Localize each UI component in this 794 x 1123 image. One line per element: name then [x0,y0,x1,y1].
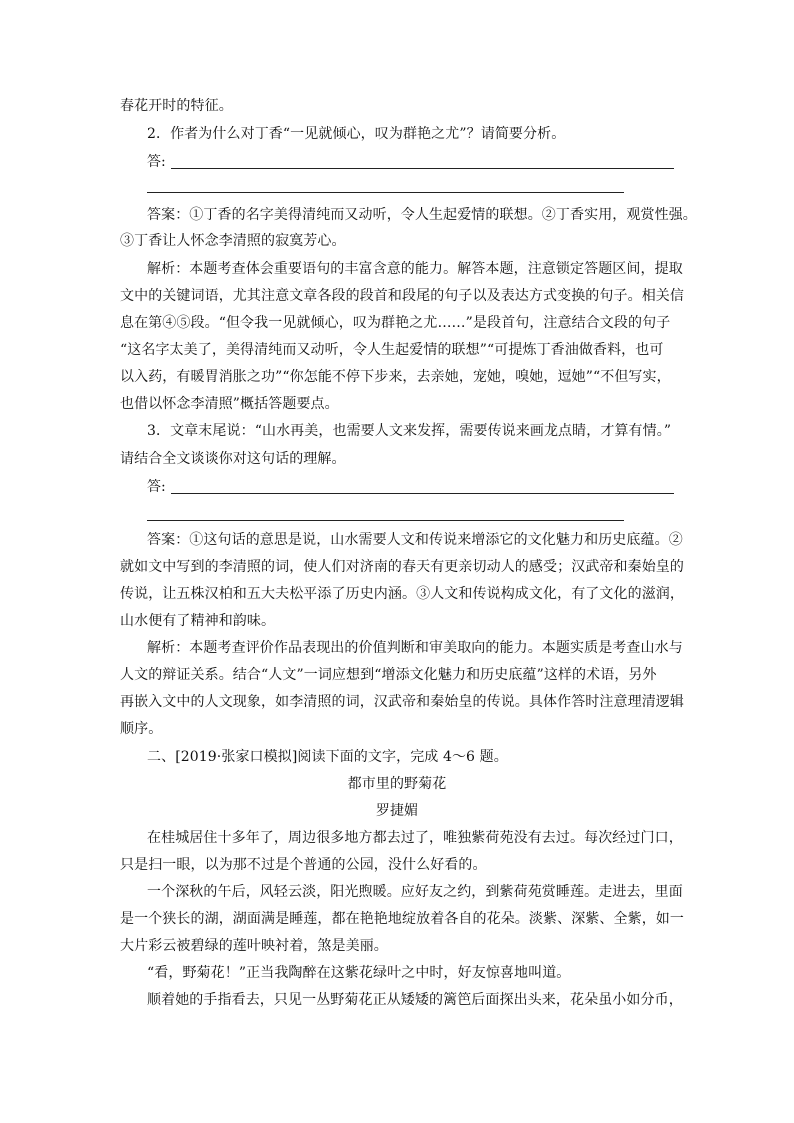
answer-text: 山水便有了精神和韵味。 [120,613,276,629]
question-3-cont: 请结合全文谈谈你对这句话的理解。 [120,451,346,467]
article-paragraph: 大片彩云被碧绿的莲叶映衬着，煞是美丽。 [120,938,388,954]
article-paragraph: 是一个狭长的湖，湖面满是睡莲，都在艳艳地绽放着各自的花朵。淡紫、深紫、全紫，如一 [120,911,684,927]
answer-text: 就如文中写到的李清照的词，使人们对济南的春天有更亲切动人的感受；汉武帝和秦始皇的 [120,559,684,575]
answer-blank-1[interactable] [147,152,674,172]
article-paragraph: 顺着她的手指看去，只见一丛野菊花正从矮矮的篱笆后面探出头来，花朵虽小如分币， [147,992,683,1008]
answer-text: 答案：①丁香的名字美得清纯而又动听，令人生起爱情的联想。②丁香实用，观赏性强。 [147,207,697,223]
article-paragraph: 在桂城居住十多年了，周边很多地方都去过了，唯独紫荷苑没有去过。每次经过门口， [147,830,683,846]
analysis-text: 以入药，有暖胃消胀之功”“你怎能不停下步来，去亲她，宠她，嗅她，逗她”“不但写实， [120,369,671,385]
answer-text: ③丁香让人怀念李清照的寂寞芳心。 [120,233,346,249]
text-line: 春花开时的特征。 [120,98,233,114]
answer-text: 传说，让五株汉柏和五大夫松平添了历史内涵。③人文和传说构成文化，有了文化的滋润， [120,586,684,602]
analysis-text: 解析：本题考查评价作品表现出的价值判断和审美取向的能力。本题实质是考查山水与 [147,640,683,656]
analysis-text: 也借以怀念李清照”概括答题要点。 [120,396,339,412]
article-author: 罗捷媚 [375,803,419,819]
answer-underline[interactable] [147,192,624,193]
article-paragraph: “看，野菊花！”正当我陶醉在这紫花绿叶之中时，好友惊喜地叫道。 [147,965,571,981]
analysis-text: 文中的关键词语，尤其注意文章各段的段首和段尾的句子以及表达方式变换的句子。相关信 [120,288,684,304]
section-heading: 二、[2019·张家口模拟]阅读下面的文字，完成 4～6 题。 [147,749,508,765]
answer-underline[interactable] [147,520,624,521]
question-2: 2．作者为什么对丁香“一见就倾心，叹为群艳之尤”？请简要分析。 [147,126,566,142]
answer-underline [171,493,674,494]
answer-text: 答案：①这句话的意思是说，山水需要人文和传说来增添它的文化魅力和历史底蕴。② [147,532,683,548]
question-3: 3．文章末尾说：“山水再美，也需要人文来发挥，需要传说来画龙点睛，才算有情。” [147,423,672,439]
article-paragraph: 一个深秋的午后，风轻云淡，阳光煦暖。应好友之约，到紫荷苑赏睡莲。走进去，里面 [147,884,683,900]
analysis-text: 解析：本题考查体会重要语句的丰富含意的能力。解答本题，注意锁定答题区间，提取 [147,261,683,277]
analysis-text: 息在第④⑤段。“但令我一见就倾心，叹为群艳之尤……”是段首句，注意结合文段的句子 [120,315,671,331]
article-title: 都市里的野菊花 [347,776,447,792]
answer-blank-2[interactable] [147,477,674,497]
analysis-text: 顺序。 [120,721,163,737]
analysis-text: 人文的辩证关系。结合“人文”一词应想到“增添文化魅力和历史底蕴”这样的术语，另外 [120,667,657,683]
answer-label: 答: [147,154,166,170]
article-paragraph: 只是扫一眼，以为那不过是个普通的公园，没什么好看的。 [120,857,487,873]
answer-label: 答: [147,479,166,495]
answer-underline [171,168,674,169]
analysis-text: 再嵌入文中的人文现象，如李清照的词，汉武帝和秦始皇的传说。具体作答时注意理清逻辑 [120,694,684,710]
analysis-text: “这名字太美了，美得清纯而又动听，令人生起爱情的联想”“可提炼丁香油做香料，也可 [120,342,664,358]
